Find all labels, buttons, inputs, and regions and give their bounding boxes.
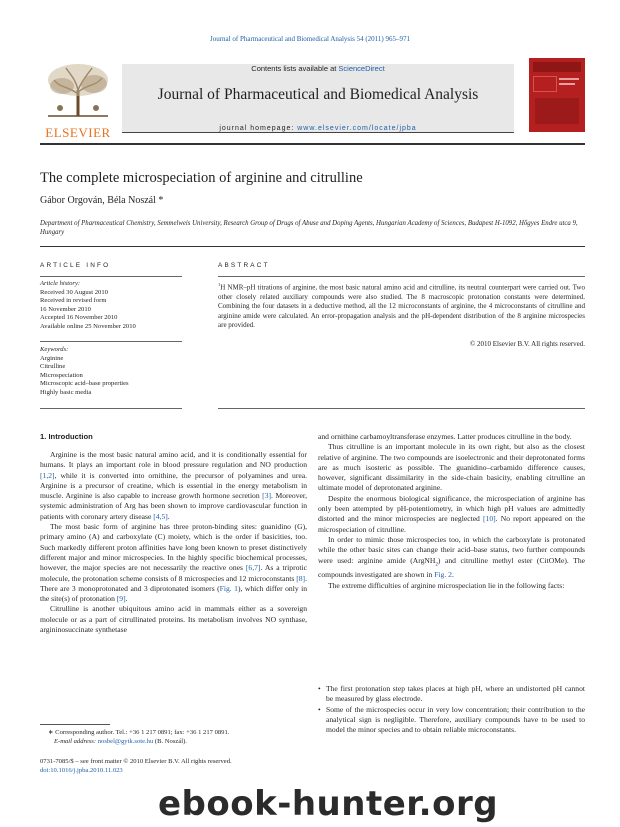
- list-item: • Some of the microspecies occur in very low concentration; their contribution to the analytical sign is negligible. Therefore, auxiliary compounds have to be used to model the minor species and to obtain reliable microconstants.: [318, 704, 585, 735]
- paragraph: Thus citrulline is an important molecule in its own right, but also as the closest relative of arginine. The two compounds are isoelectronic and their deprotonated forms are as much isosteric as possible. The guanidino–carbamido difference causes, however, significant dissimilarity in the side-chain basicity, enabling citrulline an ultimate model of deprotonated arginine.: [318, 442, 585, 493]
- intro-heading: 1. Introduction: [40, 432, 93, 441]
- paragraph: Despite the enormous biological significance, the microspeciation of arginine has only been attempted by pH-potentiometry, in which high pH values are admittedly distorted and the minor microspecies are neglected [10]. No report appeared on the microspeciation of citrulline.: [318, 493, 586, 534]
- contents-line: Contents lists available at ScienceDirect: [251, 64, 385, 73]
- journal-cover: [529, 58, 585, 132]
- publisher-name: ELSEVIER: [45, 125, 111, 140]
- elsevier-tree-icon: [40, 60, 116, 118]
- abstract-heading: ABSTRACT: [218, 262, 270, 269]
- figure-link[interactable]: Fig. 2: [434, 570, 452, 580]
- facts-list: [318, 684, 585, 735]
- paragraph: In order to mimic those microspecies too, in which the carboxylate is protonated while the other basic sites can change their acid–base status, two further compounds were used: arginine amide (ArgNH$_2$) and citrulline methyl ester (CitOMe). The compounds investigated are shown in Fig. 2.: [318, 534, 585, 580]
- issn-line: 0731-7085/$ – see front matter © 2010 Elsevier B.V. All rights reserved.: [40, 758, 232, 765]
- watermark: ebook-hunter.org: [158, 784, 499, 824]
- journal-reference[interactable]: Journal of Pharmaceutical and Biomedical Analysis 54 (2011) 965–971: [210, 35, 410, 43]
- paragraph: Arginine is the most basic natural amino acid, and it is conditionally essential for humans. It plays an important role in blood pressure regulation and NO production [1,2], while it is converted into ornithine, the precursor of polyamines and urea. Arginine is a precursor of creatine, which is essential in the energy metabolism in muscle. Arginine is also capable to increase growth hormone secretion [3]. Moreover, systemic administration of Arg has been shown to improve cardiovascular function in patients with coronary artery disease [4,5].: [40, 450, 307, 521]
- sciencedirect-link[interactable]: ScienceDirect: [338, 64, 385, 73]
- intro-left-column: [40, 450, 307, 635]
- abstract-text: $^1$H NMR–pH titrations of arginine, the most basic natural amino acid and citrulline, its neutral counterpart were carried out. Two other closely related auxiliary compounds were also studied. The 8 macroscopic protonation constants were determined. Combining the four datasets in a deductive method, all the 12 microconstants of arginine, the 4 microconstants of citrulline and arginine amide were calculated. An error-propagation analysis and the pH-dependent distribution of the 8 arginine microspecies are provided.: [218, 282, 585, 329]
- bullet-icon: •: [318, 704, 321, 714]
- article-authors: Gábor Orgován, Béla Noszál *: [40, 195, 164, 206]
- intro-right-column: [318, 432, 585, 591]
- citation-link[interactable]: [6,7]: [245, 563, 261, 573]
- list-item: • The first protonation step takes places at high pH, where an undistorted pH cannot be measured by glass electrode.: [318, 684, 585, 704]
- paragraph: The most basic form of arginine has three proton-binding sites: guanidino (G), primary amino (A) and carboxylate (C) moiety, which is the order if basicities, too. Such markedly different proton affinities have long been known to preset distinctively different major and minor microspecies. In the highly specific biochemical processes, however, the major species are not necessarily the reactive ones [6,7]. As a triprotic molecule, the protonation scheme consists of 8 microspecies and 12 microconstants [8]. There are 3 monoprotonated and 3 diprotonated isomers (Fig. 1), which differ only in the site(s) of protonation [9].: [40, 522, 307, 604]
- keyword-item: Microspeciation: [40, 371, 83, 379]
- citation-link[interactable]: [3]: [262, 491, 272, 501]
- homepage-line: journal homepage: www.elsevier.com/locate/jpba: [219, 125, 417, 132]
- article-info-heading: ARTICLE INFO: [40, 262, 111, 269]
- footnote: ∗ Corresponding author. Tel.: +36 1 217 0891; fax: +36 1 217 0891. E-mail address: nosbel@gytk.sote.hu (B. Noszál).: [48, 729, 230, 745]
- keyword-item: Highly basic media: [40, 388, 92, 396]
- paragraph: Citrulline is another ubiquitous amino acid in mammals either as a sovereign molecule or as a part of citrullinated proteins. Its metabolism involves NO synthase, argininosuccinate synthetase: [40, 604, 307, 635]
- citation-link[interactable]: [10]: [483, 514, 496, 524]
- keyword-item: Arginine: [40, 354, 64, 362]
- homepage-link[interactable]: www.elsevier.com/locate/jpba: [297, 125, 417, 132]
- citation-link[interactable]: [1,2]: [40, 470, 55, 480]
- journal-title: Journal of Pharmaceutical and Biomedical Analysis: [157, 86, 479, 103]
- article-affiliation: Department of Pharmaceutical Chemistry, Semmelweis University, Research Group of Drugs of Abuse and Doping Agents, Hungarian Academy of Sciences, Budapest H-1092, Hőgyes Endre utca 9, Hungary: [40, 220, 578, 236]
- email-link[interactable]: nosbel@gytk.sote.hu: [97, 737, 154, 745]
- abstract-copyright: © 2010 Elsevier B.V. All rights reserved.: [469, 340, 585, 348]
- citation-link[interactable]: [8]: [296, 573, 306, 583]
- article-title: The complete microspeciation of arginine and citrulline: [40, 170, 363, 186]
- paragraph: The extreme difficulties of arginine microspeciation lie in the following facts:: [328, 580, 565, 590]
- article-history: Article history: Received 30 August 2010 Received in revised form 16 November 2010 Accepted 16 November 2010 Available online 25 November 2010: [40, 280, 136, 330]
- figure-link[interactable]: Fig. 1: [219, 583, 238, 593]
- keywords: Keywords: Arginine Citrulline Microspeciation Microscopic acid–base properties Highly basic media: [40, 346, 182, 398]
- citation-link[interactable]: [4,5]: [153, 511, 168, 521]
- keyword-item: Microscopic acid–base properties: [40, 380, 129, 388]
- bullet-icon: •: [318, 684, 321, 693]
- doi-link[interactable]: doi:10.1016/j.jpba.2010.11.023: [40, 767, 123, 774]
- elsevier-logo: [40, 60, 116, 140]
- paragraph: and ornithine carbamoyltransferase enzymes. Latter produces citrulline in the body.: [318, 432, 572, 441]
- citation-link[interactable]: [9]: [116, 594, 126, 604]
- keyword-item: Citrulline: [40, 363, 66, 371]
